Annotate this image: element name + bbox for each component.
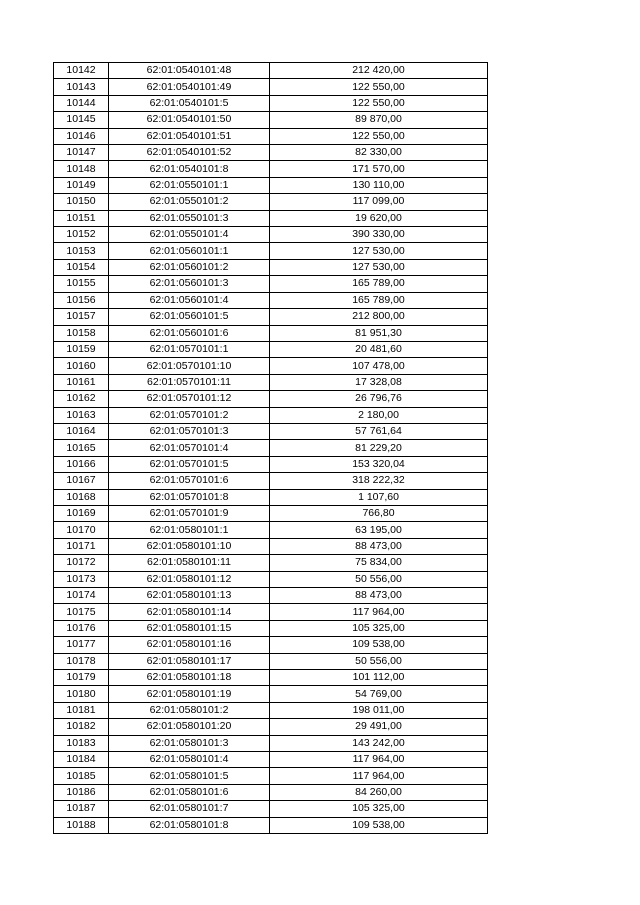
table-row <box>54 489 488 505</box>
table-row <box>54 538 488 554</box>
value-cell: 50 556,00 <box>270 571 488 587</box>
row-number-cell: 10152 <box>54 227 109 243</box>
cadastral-number-cell: 62:01:0560101:3 <box>109 276 270 292</box>
row-number-cell: 10145 <box>54 112 109 128</box>
value-cell: 171 570,00 <box>270 161 488 177</box>
row-number-cell: 10184 <box>54 752 109 768</box>
value-cell: 89 870,00 <box>270 112 488 128</box>
row-number-cell: 10155 <box>54 276 109 292</box>
cadastral-number-cell: 62:01:0540101:8 <box>109 161 270 177</box>
value-cell: 122 550,00 <box>270 128 488 144</box>
row-number-cell: 10151 <box>54 210 109 226</box>
cadastral-value-table <box>53 62 488 834</box>
cadastral-number-cell: 62:01:0550101:2 <box>109 194 270 210</box>
table-row <box>54 227 488 243</box>
table-row <box>54 358 488 374</box>
cadastral-number-cell: 62:01:0580101:8 <box>109 817 270 833</box>
table-row <box>54 210 488 226</box>
table-row <box>54 653 488 669</box>
cadastral-number-cell: 62:01:0540101:49 <box>109 79 270 95</box>
cadastral-number-cell: 62:01:0580101:11 <box>109 555 270 571</box>
value-cell: 165 789,00 <box>270 276 488 292</box>
table-row <box>54 374 488 390</box>
cadastral-number-cell: 62:01:0550101:1 <box>109 177 270 193</box>
row-number-cell: 10175 <box>54 604 109 620</box>
row-number-cell: 10172 <box>54 555 109 571</box>
value-cell: 122 550,00 <box>270 95 488 111</box>
row-number-cell: 10162 <box>54 391 109 407</box>
value-cell: 212 420,00 <box>270 63 488 79</box>
value-cell: 117 964,00 <box>270 752 488 768</box>
cadastral-number-cell: 62:01:0580101:15 <box>109 620 270 636</box>
cadastral-number-cell: 62:01:0540101:52 <box>109 145 270 161</box>
table-row <box>54 309 488 325</box>
row-number-cell: 10160 <box>54 358 109 374</box>
cadastral-number-cell: 62:01:0560101:1 <box>109 243 270 259</box>
row-number-cell: 10183 <box>54 735 109 751</box>
table-row <box>54 292 488 308</box>
value-cell: 165 789,00 <box>270 292 488 308</box>
row-number-cell: 10171 <box>54 538 109 554</box>
value-cell: 50 556,00 <box>270 653 488 669</box>
cadastral-number-cell: 62:01:0580101:18 <box>109 670 270 686</box>
table-row <box>54 522 488 538</box>
cadastral-number-cell: 62:01:0570101:6 <box>109 473 270 489</box>
value-cell: 105 325,00 <box>270 801 488 817</box>
table-row <box>54 719 488 735</box>
value-cell: 109 538,00 <box>270 817 488 833</box>
value-cell: 81 951,30 <box>270 325 488 341</box>
cadastral-number-cell: 62:01:0540101:50 <box>109 112 270 128</box>
value-cell: 26 796,76 <box>270 391 488 407</box>
row-number-cell: 10142 <box>54 63 109 79</box>
value-cell: 57 761,64 <box>270 423 488 439</box>
table-row <box>54 95 488 111</box>
cadastral-number-cell: 62:01:0580101:4 <box>109 752 270 768</box>
value-cell: 198 011,00 <box>270 702 488 718</box>
value-cell: 117 964,00 <box>270 768 488 784</box>
table-row <box>54 128 488 144</box>
row-number-cell: 10174 <box>54 588 109 604</box>
table-row <box>54 63 488 79</box>
table-row <box>54 571 488 587</box>
table-row <box>54 391 488 407</box>
value-cell: 29 491,00 <box>270 719 488 735</box>
value-cell: 117 099,00 <box>270 194 488 210</box>
row-number-cell: 10166 <box>54 456 109 472</box>
cadastral-number-cell: 62:01:0540101:48 <box>109 63 270 79</box>
value-cell: 127 530,00 <box>270 243 488 259</box>
table-body <box>54 63 488 834</box>
value-cell: 84 260,00 <box>270 784 488 800</box>
cadastral-number-cell: 62:01:0570101:5 <box>109 456 270 472</box>
cadastral-number-cell: 62:01:0580101:19 <box>109 686 270 702</box>
table-row <box>54 407 488 423</box>
table-row <box>54 604 488 620</box>
table-row <box>54 505 488 521</box>
cadastral-number-cell: 62:01:0580101:14 <box>109 604 270 620</box>
row-number-cell: 10170 <box>54 522 109 538</box>
row-number-cell: 10186 <box>54 784 109 800</box>
row-number-cell: 10163 <box>54 407 109 423</box>
cadastral-number-cell: 62:01:0560101:5 <box>109 309 270 325</box>
cadastral-number-cell: 62:01:0550101:4 <box>109 227 270 243</box>
table-row <box>54 670 488 686</box>
value-cell: 1 107,60 <box>270 489 488 505</box>
row-number-cell: 10185 <box>54 768 109 784</box>
table-row <box>54 341 488 357</box>
value-cell: 101 112,00 <box>270 670 488 686</box>
row-number-cell: 10147 <box>54 145 109 161</box>
row-number-cell: 10188 <box>54 817 109 833</box>
value-cell: 63 195,00 <box>270 522 488 538</box>
cadastral-number-cell: 62:01:0560101:4 <box>109 292 270 308</box>
table-row <box>54 423 488 439</box>
cadastral-number-cell: 62:01:0580101:17 <box>109 653 270 669</box>
value-cell: 88 473,00 <box>270 588 488 604</box>
table-row <box>54 276 488 292</box>
value-cell: 20 481,60 <box>270 341 488 357</box>
cadastral-number-cell: 62:01:0570101:10 <box>109 358 270 374</box>
row-number-cell: 10157 <box>54 309 109 325</box>
row-number-cell: 10173 <box>54 571 109 587</box>
row-number-cell: 10158 <box>54 325 109 341</box>
value-cell: 17 328,08 <box>270 374 488 390</box>
cadastral-number-cell: 62:01:0540101:5 <box>109 95 270 111</box>
value-cell: 88 473,00 <box>270 538 488 554</box>
table-row <box>54 555 488 571</box>
row-number-cell: 10182 <box>54 719 109 735</box>
table-row <box>54 79 488 95</box>
table-row <box>54 145 488 161</box>
value-cell: 2 180,00 <box>270 407 488 423</box>
row-number-cell: 10148 <box>54 161 109 177</box>
row-number-cell: 10177 <box>54 637 109 653</box>
value-cell: 117 964,00 <box>270 604 488 620</box>
cadastral-number-cell: 62:01:0570101:2 <box>109 407 270 423</box>
row-number-cell: 10178 <box>54 653 109 669</box>
row-number-cell: 10153 <box>54 243 109 259</box>
table-row <box>54 112 488 128</box>
row-number-cell: 10149 <box>54 177 109 193</box>
cadastral-number-cell: 62:01:0580101:16 <box>109 637 270 653</box>
row-number-cell: 10143 <box>54 79 109 95</box>
row-number-cell: 10156 <box>54 292 109 308</box>
table-row <box>54 637 488 653</box>
value-cell: 122 550,00 <box>270 79 488 95</box>
cadastral-number-cell: 62:01:0580101:6 <box>109 784 270 800</box>
value-cell: 109 538,00 <box>270 637 488 653</box>
row-number-cell: 10146 <box>54 128 109 144</box>
value-cell: 212 800,00 <box>270 309 488 325</box>
cadastral-number-cell: 62:01:0580101:3 <box>109 735 270 751</box>
value-cell: 82 330,00 <box>270 145 488 161</box>
cadastral-number-cell: 62:01:0560101:6 <box>109 325 270 341</box>
row-number-cell: 10187 <box>54 801 109 817</box>
row-number-cell: 10168 <box>54 489 109 505</box>
cadastral-number-cell: 62:01:0570101:1 <box>109 341 270 357</box>
table-row <box>54 801 488 817</box>
table-row <box>54 456 488 472</box>
row-number-cell: 10179 <box>54 670 109 686</box>
row-number-cell: 10180 <box>54 686 109 702</box>
row-number-cell: 10159 <box>54 341 109 357</box>
row-number-cell: 10181 <box>54 702 109 718</box>
cadastral-number-cell: 62:01:0570101:9 <box>109 505 270 521</box>
row-number-cell: 10144 <box>54 95 109 111</box>
table-row <box>54 702 488 718</box>
row-number-cell: 10164 <box>54 423 109 439</box>
value-cell: 105 325,00 <box>270 620 488 636</box>
value-cell: 54 769,00 <box>270 686 488 702</box>
cadastral-number-cell: 62:01:0580101:7 <box>109 801 270 817</box>
cadastral-number-cell: 62:01:0550101:3 <box>109 210 270 226</box>
table-row <box>54 768 488 784</box>
row-number-cell: 10176 <box>54 620 109 636</box>
cadastral-number-cell: 62:01:0540101:51 <box>109 128 270 144</box>
row-number-cell: 10150 <box>54 194 109 210</box>
cadastral-number-cell: 62:01:0580101:10 <box>109 538 270 554</box>
table-row <box>54 473 488 489</box>
table-row <box>54 588 488 604</box>
cadastral-number-cell: 62:01:0570101:11 <box>109 374 270 390</box>
table-row <box>54 440 488 456</box>
value-cell: 766,80 <box>270 505 488 521</box>
value-cell: 75 834,00 <box>270 555 488 571</box>
cadastral-number-cell: 62:01:0580101:13 <box>109 588 270 604</box>
cadastral-number-cell: 62:01:0570101:8 <box>109 489 270 505</box>
table-row <box>54 620 488 636</box>
value-cell: 19 620,00 <box>270 210 488 226</box>
cadastral-number-cell: 62:01:0580101:5 <box>109 768 270 784</box>
cadastral-number-cell: 62:01:0580101:2 <box>109 702 270 718</box>
table-row <box>54 161 488 177</box>
table-row <box>54 686 488 702</box>
table-row <box>54 243 488 259</box>
cadastral-number-cell: 62:01:0580101:1 <box>109 522 270 538</box>
cadastral-number-cell: 62:01:0570101:12 <box>109 391 270 407</box>
value-cell: 153 320,04 <box>270 456 488 472</box>
row-number-cell: 10161 <box>54 374 109 390</box>
table-row <box>54 817 488 833</box>
value-cell: 107 478,00 <box>270 358 488 374</box>
row-number-cell: 10154 <box>54 259 109 275</box>
cadastral-number-cell: 62:01:0580101:20 <box>109 719 270 735</box>
value-cell: 81 229,20 <box>270 440 488 456</box>
value-cell: 127 530,00 <box>270 259 488 275</box>
value-cell: 130 110,00 <box>270 177 488 193</box>
table-row <box>54 735 488 751</box>
row-number-cell: 10167 <box>54 473 109 489</box>
table-row <box>54 177 488 193</box>
table-row <box>54 259 488 275</box>
value-cell: 143 242,00 <box>270 735 488 751</box>
value-cell: 390 330,00 <box>270 227 488 243</box>
cadastral-number-cell: 62:01:0580101:12 <box>109 571 270 587</box>
table-row <box>54 325 488 341</box>
cadastral-number-cell: 62:01:0570101:3 <box>109 423 270 439</box>
table-row <box>54 194 488 210</box>
row-number-cell: 10165 <box>54 440 109 456</box>
value-cell: 318 222,32 <box>270 473 488 489</box>
table-row <box>54 784 488 800</box>
row-number-cell: 10169 <box>54 505 109 521</box>
cadastral-number-cell: 62:01:0560101:2 <box>109 259 270 275</box>
table-row <box>54 752 488 768</box>
cadastral-number-cell: 62:01:0570101:4 <box>109 440 270 456</box>
